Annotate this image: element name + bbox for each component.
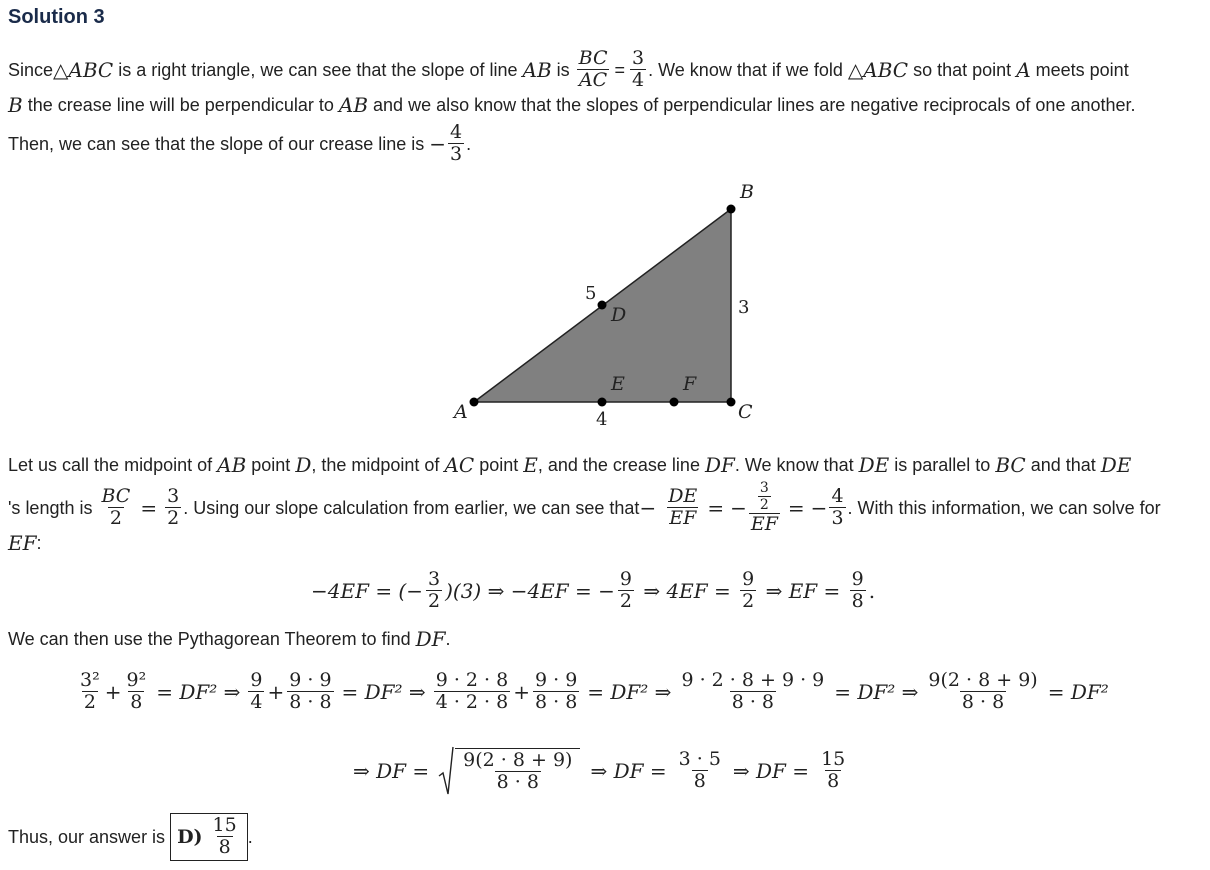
denominator: 2 — [428, 590, 441, 612]
math-df: DF — [704, 453, 735, 477]
fraction — [425, 570, 443, 612]
math-bc: BC — [995, 453, 1026, 477]
math-abc: ABC — [68, 58, 114, 82]
numerator: 3 — [759, 480, 769, 497]
equals: = — [707, 496, 725, 520]
fraction-3-4 — [630, 49, 646, 91]
denominator: 2 — [109, 507, 122, 529]
radical-sign-icon — [438, 746, 454, 796]
fraction — [123, 671, 149, 713]
math-a: A — [1016, 58, 1031, 82]
answer-box — [170, 813, 248, 861]
denominator: 4 — [632, 69, 645, 91]
eq-text: )(3) ⇒ −4EF = − — [445, 579, 615, 603]
paragraph-2-line-2 — [8, 480, 1161, 536]
text: Since — [8, 59, 54, 80]
answer-text: Thus, our answer is — [8, 826, 171, 847]
fraction-4-3 — [448, 123, 464, 165]
minus-sign: − — [810, 496, 828, 520]
numerator: 9 — [742, 568, 755, 591]
eq-text: ⇒ DF = — [353, 759, 430, 783]
text: point — [246, 454, 296, 475]
label-e: E — [611, 373, 625, 395]
denominator: 2 — [619, 590, 632, 612]
eq-text: ⇒ EF = — [759, 579, 847, 603]
eq-text: −4EF = (− — [311, 579, 423, 603]
math-abc: ABC — [863, 58, 909, 82]
fraction — [818, 750, 848, 792]
numerator: 9 — [619, 568, 632, 591]
fraction — [433, 671, 512, 713]
point-a — [470, 398, 479, 407]
side-label-bc: 3 — [738, 297, 750, 318]
eq-text: ⇒ DF = — [590, 759, 667, 783]
math-e: E — [523, 453, 538, 477]
triangle-symbol: △ — [53, 58, 69, 82]
denominator: 8 — [851, 590, 864, 612]
text: is — [551, 59, 575, 80]
answer-choice: D) — [177, 826, 203, 848]
numerator: 15 — [212, 814, 237, 837]
fraction — [925, 671, 1040, 713]
math-ab: AB — [338, 93, 369, 117]
math-ab: AB — [217, 453, 247, 477]
text: point — [474, 454, 524, 475]
denominator: 4 — [250, 691, 263, 713]
equation-df-result — [352, 740, 849, 802]
numerator: 3² — [80, 669, 100, 692]
text: 's length is — [8, 497, 98, 518]
label-d: D — [611, 304, 627, 326]
paragraph-3 — [8, 626, 451, 652]
math-df: DF — [415, 627, 446, 651]
denominator: 8 — [130, 691, 143, 713]
solution-heading: Solution 3 — [8, 6, 105, 28]
answer-fraction — [211, 816, 239, 858]
denominator: AC — [578, 69, 608, 91]
point-e — [598, 398, 607, 407]
denominator: 8 · 8 — [496, 770, 539, 793]
denominator: 8 · 8 — [731, 691, 774, 713]
period: . — [247, 826, 253, 847]
denominator: EF — [750, 512, 778, 535]
eq-text: = DF² ⇒ — [587, 680, 672, 704]
plus: + — [513, 680, 530, 704]
paragraph-1-line-2 — [8, 92, 1136, 118]
answer-line — [8, 806, 253, 868]
plus: + — [104, 680, 122, 704]
denominator: 8 · 8 — [534, 691, 578, 713]
numerator — [754, 481, 775, 512]
numerator: DE — [668, 485, 698, 508]
fraction — [849, 570, 867, 612]
text: the crease line will be perpendicular to — [22, 94, 339, 115]
minus-sign: − — [730, 496, 747, 520]
numerator: 3 — [632, 47, 645, 70]
eq-text: = DF² — [1047, 680, 1109, 704]
point-c — [727, 398, 736, 407]
fraction — [676, 750, 724, 792]
denominator: 8 · 8 — [961, 691, 1005, 713]
denominator: 8 — [218, 836, 231, 858]
label-c: C — [738, 401, 753, 423]
text: , and the crease line — [537, 454, 705, 475]
numerator: 3 — [428, 568, 441, 591]
period: . — [466, 133, 472, 154]
paragraph-1-line-1 — [8, 42, 1129, 98]
text: meets point — [1030, 59, 1129, 80]
radicand — [455, 748, 580, 795]
numerator: 9 · 9 — [534, 669, 578, 692]
eq-text: = DF² ⇒ — [341, 680, 426, 704]
numerator: 3 — [167, 485, 180, 508]
paragraph-1-line-3 — [8, 116, 471, 172]
denominator: 4 · 2 · 8 — [435, 691, 509, 713]
denominator: 2 — [83, 691, 96, 713]
point-d — [598, 301, 607, 310]
paragraph-2-line-1 — [8, 452, 1131, 478]
equation-pythagorean — [76, 663, 1110, 721]
numerator: 9² — [126, 669, 147, 692]
plus: + — [267, 680, 285, 704]
eq-text: = DF² ⇒ — [834, 680, 919, 704]
period: . — [868, 579, 876, 603]
colon: : — [36, 532, 42, 553]
numerator: BC — [578, 47, 608, 70]
denominator: 8 · 8 — [289, 691, 332, 713]
numerator: 9 — [851, 568, 864, 591]
triangle-figure — [440, 175, 780, 435]
numerator: BC — [101, 485, 131, 508]
text: . We know that if we fold — [648, 59, 848, 80]
math-de: DE — [1100, 453, 1132, 477]
label-a: A — [454, 401, 468, 423]
text: Let us call the midpoint of — [8, 454, 218, 475]
numerator: 9(2 · 8 + 9) — [928, 669, 1038, 692]
denominator: 8 — [827, 770, 840, 792]
fraction-3half-ef — [749, 481, 780, 534]
label-f: F — [683, 373, 697, 395]
side-label-ab: 5 — [585, 283, 597, 304]
math-de: DE — [858, 453, 890, 477]
equals: = — [614, 59, 626, 80]
text: . With this information, we can solve for — [847, 497, 1161, 518]
eq-text: ⇒ 4EF = — [636, 579, 738, 603]
paragraph-2-line-3 — [8, 530, 42, 556]
minus-sign: − — [429, 132, 447, 156]
math-d: D — [295, 453, 312, 477]
text: and that — [1025, 454, 1101, 475]
math-b: B — [8, 93, 23, 117]
text: . We know that — [734, 454, 859, 475]
square-root — [438, 746, 581, 796]
side-label-ac: 4 — [596, 409, 608, 430]
math-ab: AB — [522, 58, 552, 82]
minus-sign: − — [639, 496, 657, 520]
equals: = — [787, 496, 805, 520]
text: . Using our slope calculation from earlier, we can see that — [183, 497, 640, 518]
fraction — [739, 570, 757, 612]
text: so that point — [908, 59, 1017, 80]
text: , the midpoint of — [311, 454, 445, 475]
text: We can then use the Pythagorean Theorem to find — [8, 628, 416, 649]
label-b: B — [740, 181, 754, 203]
eq-text: = DF² ⇒ — [156, 680, 241, 704]
numerator: 9 — [250, 669, 263, 692]
fraction — [617, 570, 635, 612]
triangle-symbol: △ — [847, 58, 864, 82]
denominator: 8 — [693, 770, 706, 792]
math-ac: AC — [444, 453, 475, 477]
fraction — [532, 671, 580, 713]
denominator: 3 — [450, 143, 463, 165]
slope-fraction-bc-ac — [577, 49, 610, 91]
fraction — [286, 671, 334, 713]
numerator: 9(2 · 8 + 9) — [463, 748, 573, 771]
denominator: 3 — [831, 507, 844, 529]
denominator: 2 — [167, 507, 180, 529]
numerator: 4 — [831, 485, 844, 508]
numerator: 9 · 9 — [289, 669, 332, 692]
period: . — [445, 628, 451, 649]
fraction-3-2 — [165, 487, 181, 529]
fraction-4-3 — [829, 487, 845, 529]
denominator: EF — [669, 507, 697, 529]
fraction — [460, 748, 575, 793]
point-f — [670, 398, 679, 407]
fraction-bc-2 — [99, 487, 132, 529]
numerator: 9 · 2 · 8 — [435, 669, 509, 692]
fraction — [678, 671, 827, 713]
fraction-3-2-small — [758, 481, 771, 512]
text: is a right triangle, we can see that the slope of line — [113, 59, 523, 80]
equals: = — [140, 496, 158, 520]
equation-ef — [310, 563, 876, 619]
point-b — [727, 205, 736, 214]
numerator: 3 · 5 — [678, 748, 721, 771]
text: is parallel to — [889, 454, 996, 475]
denominator: 2 — [759, 497, 769, 514]
numerator: 15 — [821, 748, 846, 771]
numerator: 4 — [450, 121, 463, 144]
numerator: 9 · 2 · 8 + 9 · 9 — [681, 669, 825, 692]
text: Then, we can see that the slope of our crease line is — [8, 133, 430, 154]
fraction — [247, 671, 265, 713]
text: and we also know that the slopes of perpendicular lines are negative reciprocals of one another. — [368, 94, 1136, 115]
fraction — [77, 671, 103, 713]
math-ef: EF — [8, 531, 37, 555]
eq-text: ⇒ DF = — [732, 759, 810, 783]
denominator: 2 — [742, 590, 755, 612]
fraction-de-ef — [666, 487, 699, 529]
